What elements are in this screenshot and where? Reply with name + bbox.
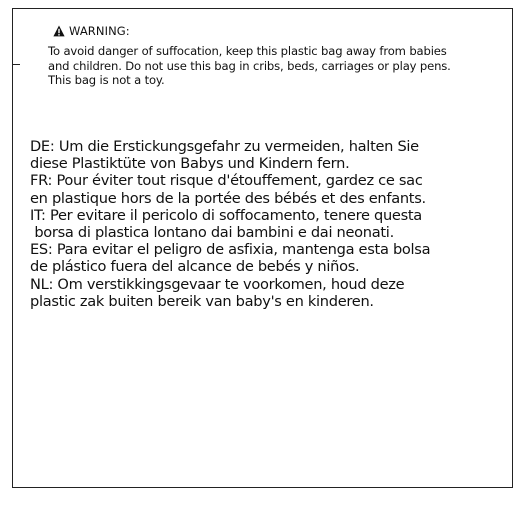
translation-line-de: diese Plastiktüte von Babys und Kindern fern. <box>30 155 350 173</box>
warning-line: and children. Do not use this bag in cribs, beds, carriages or play pens. <box>48 58 451 73</box>
translation-line-it: borsa di plastica lontano dai bambini e dai neonati. <box>30 224 394 242</box>
translation-line-de: DE: Um die Erstickungsgefahr zu vermeiden, halten Sie <box>30 138 419 155</box>
warning-line: This bag is not a toy. <box>48 73 165 87</box>
edge-tick-mark <box>12 64 20 65</box>
translation-line-it: IT: Per evitare il pericolo di soffocamento, tenere questa <box>30 206 422 224</box>
translation-line-es: ES: Para evitar el peligro de asfixia, mantenga esta bolsa <box>30 241 431 259</box>
warning-header <box>53 24 130 38</box>
translation-line-nl: plastic zak buiten bereik van baby's en kinderen. <box>30 292 374 310</box>
translation-line-nl: NL: Om verstikkingsgevaar te voorkomen, houd deze <box>30 275 405 293</box>
translation-line-es: de plástico fuera del alcance de bebés y niños. <box>30 258 360 276</box>
warning-english-text <box>48 44 510 88</box>
translations-block <box>30 138 502 310</box>
translation-line-fr: en plastique hors de la portée des bébés et des enfants. <box>30 189 426 207</box>
translation-line-fr: FR: Pour éviter tout risque d'étouffement, gardez ce sac <box>30 172 423 190</box>
warning-line: To avoid danger of suffocation, keep this plastic bag away from babies <box>48 44 447 58</box>
warning-title: WARNING: <box>69 24 130 38</box>
warning-triangle-icon <box>53 25 65 37</box>
